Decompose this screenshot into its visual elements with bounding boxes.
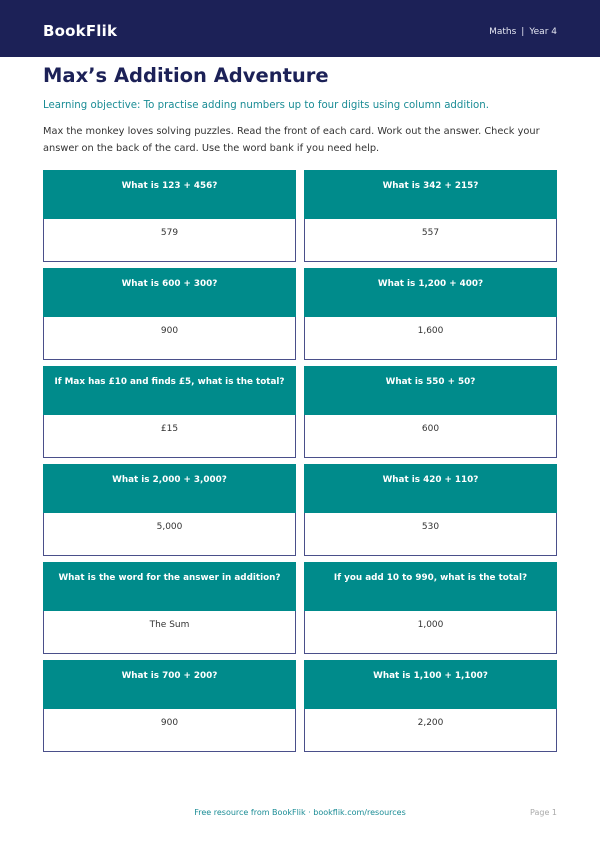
flash-card (304, 562, 557, 654)
learning-objective: Learning objective: To practise adding numbers up to four digits using column addition. (43, 100, 489, 111)
card-front: What is 1,200 + 400? (304, 268, 557, 317)
flash-card (304, 464, 557, 556)
flash-card (43, 562, 296, 654)
page-title: Max’s Addition Adventure (43, 64, 329, 87)
header-meta (489, 27, 557, 37)
flash-card (304, 268, 557, 360)
header-bar (0, 0, 600, 57)
brand-logo: BookFlik (43, 22, 118, 40)
card-front: If you add 10 to 990, what is the total? (304, 562, 557, 611)
flash-card (43, 268, 296, 360)
card-back: £15 (43, 415, 296, 458)
page-number: Page 1 (530, 808, 557, 817)
card-back: 1,600 (304, 317, 557, 360)
card-back: 530 (304, 513, 557, 556)
card-back: 1,000 (304, 611, 557, 654)
card-front: What is 123 + 456? (43, 170, 296, 219)
card-back: 5,000 (43, 513, 296, 556)
flash-card (43, 660, 296, 752)
flash-card (43, 464, 296, 556)
card-front: What is the word for the answer in addition? (43, 562, 296, 611)
card-back: 557 (304, 219, 557, 262)
card-back: 600 (304, 415, 557, 458)
card-front: What is 600 + 300? (43, 268, 296, 317)
card-back: 900 (43, 709, 296, 752)
instructions-text: Max the monkey loves solving puzzles. Read the front of each card. Work out the answer. Check your answer on the back of the card. Use the word bank if you need help. (43, 126, 540, 154)
card-front: What is 2,000 + 3,000? (43, 464, 296, 513)
card-front: What is 700 + 200? (43, 660, 296, 709)
card-front: What is 420 + 110? (304, 464, 557, 513)
card-front: What is 550 + 50? (304, 366, 557, 415)
card-front: If Max has £10 and finds £5, what is the total? (43, 366, 296, 415)
meta-separator: | (521, 27, 525, 37)
flash-card (304, 660, 557, 752)
card-back: 900 (43, 317, 296, 360)
footer-credit[interactable]: Free resource from BookFlik · bookflik.com/resources (194, 808, 406, 817)
flash-card (304, 366, 557, 458)
flash-card (304, 170, 557, 262)
flash-card (43, 366, 296, 458)
year-label: Year 4 (529, 27, 557, 37)
card-back: 2,200 (304, 709, 557, 752)
flash-card (43, 170, 296, 262)
card-back: The Sum (43, 611, 296, 654)
card-front: What is 1,100 + 1,100? (304, 660, 557, 709)
card-back: 579 (43, 219, 296, 262)
card-front: What is 342 + 215? (304, 170, 557, 219)
subject-label: Maths (489, 27, 517, 37)
